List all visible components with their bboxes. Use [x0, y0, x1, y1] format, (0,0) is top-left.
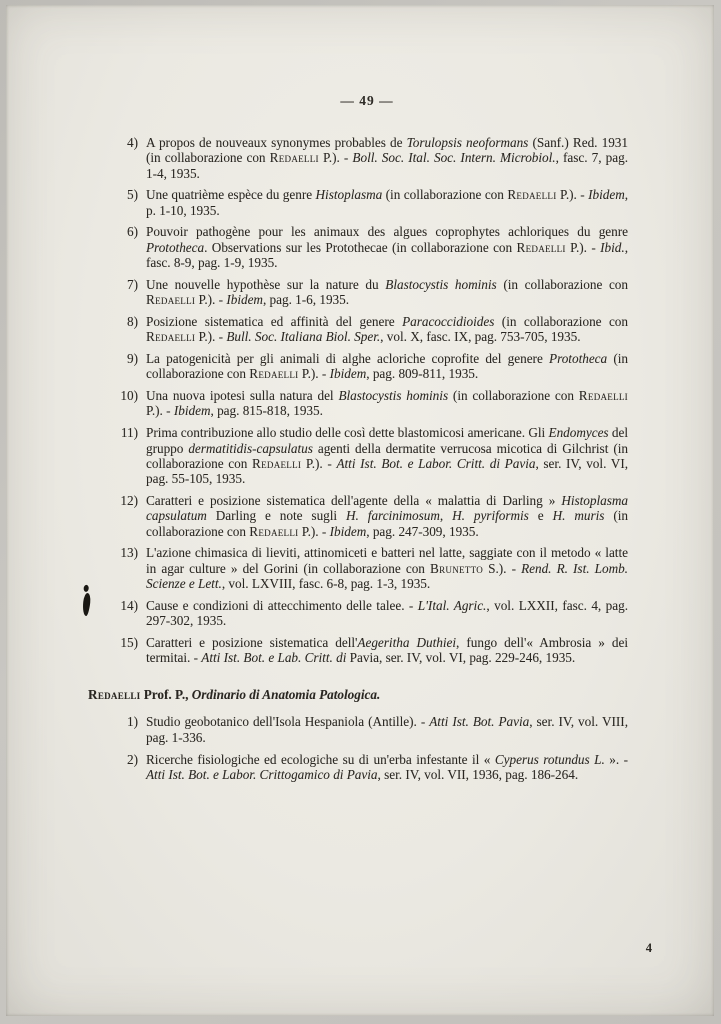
text-segment: P.). - [565, 239, 601, 255]
text-segment: Redaelli [507, 187, 557, 203]
text-segment: (in collaborazione con [496, 276, 628, 292]
text-segment: Redaelli [249, 523, 299, 539]
section-bibliography-list [106, 714, 628, 782]
text-segment: , ser. IV, vol. VI, pag. 55-105, 1935. [146, 455, 629, 487]
entry-number: 5) [127, 187, 138, 203]
text-segment: Redaelli [269, 150, 319, 166]
text-segment: Redaelli [578, 388, 628, 404]
text-segment: Redaelli [88, 687, 141, 703]
text-segment: H. muris [552, 508, 605, 524]
entry-number: 14) [120, 597, 138, 613]
text-segment: ». - [604, 751, 628, 767]
text-segment: . Observations sur les Protothecae (in collaborazione con [204, 239, 517, 255]
bibliography-entry [106, 425, 628, 486]
entry-number: 10) [120, 388, 138, 404]
text-segment: Une nouvelle hypothèse sur la nature du [146, 276, 386, 292]
entry-number: 11) [120, 425, 138, 441]
text-segment: (in collaborazione con [382, 187, 508, 203]
text-segment: Prof. P., [140, 687, 192, 703]
entry-number: 13) [120, 545, 138, 561]
text-segment: Redaelli [249, 366, 299, 382]
text-segment: P.). - [318, 150, 353, 166]
text-segment: Redaelli [252, 455, 302, 471]
text-segment: dermatitidis-capsulatus [188, 440, 313, 456]
bibliography-entry [106, 135, 628, 181]
text-segment: , vol. X, fasc. IX, pag. 753-705, 1935. [380, 329, 581, 345]
text-segment: Atti Ist. Bot. e Lab. Critt. di [201, 650, 347, 666]
entry-text [146, 493, 628, 539]
text-segment: del gruppo [146, 425, 628, 456]
text-segment: Posizione sistematica ed affinità del genere [146, 313, 403, 329]
text-segment: (Sanf.) Red. 1931 (in collaborazione con [146, 135, 628, 166]
text-segment: , [439, 508, 453, 524]
entry-text [146, 752, 628, 783]
text-segment: H. farcinimosum [346, 508, 440, 524]
entry-text [146, 714, 628, 745]
text-segment: Ibidem [173, 403, 211, 419]
text-segment: Histoplasma capsulatum [146, 492, 628, 524]
text-segment: Atti Ist. Bot. e Labor. Critt. di Pavia [336, 455, 536, 471]
text-segment: , vol. LXVIII, fasc. 6-8, pag. 1-3, 1935. [221, 575, 431, 591]
entry-number: 8) [127, 313, 138, 329]
page-content [6, 5, 714, 782]
text-segment: Una nuova ipotesi sulla natura del [146, 388, 339, 404]
text-segment: A propos de nouveaux synonymes probables de [146, 135, 407, 150]
text-segment: , p. 1-10, 1935. [146, 187, 629, 218]
text-segment: P.). - [298, 366, 330, 382]
text-segment: Ibidem [226, 292, 263, 308]
text-segment: P.). - [195, 292, 227, 308]
text-segment: Prototheca [146, 239, 205, 255]
bibliography-entry [106, 314, 628, 345]
text-segment: Prima contribuzione allo studio delle così dette blastomicosi americane. Gli [146, 425, 549, 441]
entry-number: 12) [120, 492, 138, 508]
text-segment: Une quatrième espèce du genre [146, 187, 316, 203]
text-segment: , fasc. 7, pag. 1-4, 1935. [146, 150, 628, 181]
bibliography-entry [106, 752, 628, 783]
text-segment: Ibidem [329, 366, 367, 382]
entry-text [146, 224, 628, 270]
text-segment: , pag. 815-818, 1935. [210, 403, 323, 419]
text-segment: Endomyces [548, 425, 609, 441]
entry-text [146, 277, 628, 308]
text-segment: , fasc. 8-9, pag. 1-9, 1935. [146, 239, 628, 271]
entry-text [146, 635, 628, 666]
text-segment: (in collaborazione con [494, 313, 628, 329]
text-segment: (in collaborazione con [448, 388, 579, 404]
bibliography-list [106, 135, 628, 665]
entry-text [146, 351, 628, 382]
text-segment: Redaelli [146, 329, 196, 345]
text-segment: Darling e note sugli [206, 508, 347, 524]
bibliography-entry [106, 598, 628, 629]
entry-text [146, 135, 628, 181]
text-segment: Pavia, ser. IV, vol. VI, pag. 229-246, 1935. [346, 650, 576, 666]
page-number-header: — 49 — [340, 93, 394, 108]
text-segment: e [528, 508, 553, 524]
bibliography-entry [106, 277, 628, 308]
text-segment: Paracoccidioides [402, 313, 495, 329]
text-segment: , pag. 247-309, 1935. [366, 523, 479, 539]
text-segment: Caratteri e posizione sistematica dell'agente della « malattia di Darling » [146, 492, 562, 508]
text-segment: S.). - [483, 560, 522, 576]
bibliography-entry [106, 635, 628, 666]
bibliography-entry [106, 224, 628, 270]
entry-text [146, 598, 628, 629]
text-segment: Atti Ist. Bot. e Labor. Crittogamico di Pavia [146, 766, 378, 782]
text-segment: , pag. 809-811, 1935. [366, 366, 479, 382]
text-segment: Blastocystis hominis [385, 276, 497, 292]
text-segment: L'azione chimasica di lieviti, attinomiceti e batteri nel latte, saggiate con il metodo « latte in agar culture » del Gorini (in collaborazione con [146, 545, 628, 576]
text-segment: Redaelli [146, 292, 196, 308]
entry-text [146, 314, 628, 345]
bibliography-entry [106, 545, 628, 591]
text-segment: (in collaborazione con [146, 351, 628, 382]
text-segment: Ibidem [329, 523, 367, 539]
entry-number: 6) [127, 224, 138, 240]
text-segment: agenti della dermatite verrucosa micotica di Gilchrist (in collaborazione con [146, 440, 628, 471]
text-segment: Bull. Soc. Italiana Biol. Sper. [226, 329, 381, 345]
text-segment: Aegeritha Duthiei [357, 634, 457, 650]
text-segment: Torulopsis neoformans [406, 135, 529, 150]
text-segment: P.). - [298, 523, 330, 539]
text-segment: Boll. Soc. Ital. Soc. Intern. Microbiol. [352, 150, 556, 166]
text-segment: Cyperus rotundus L. [494, 751, 605, 767]
text-segment: Pouvoir pathogène pour les animaux des algues coprophytes achloriques du genre [146, 224, 628, 240]
bibliography-entry [106, 187, 628, 218]
text-segment: H. pyriformis [452, 508, 529, 524]
entry-number: 9) [127, 351, 138, 367]
text-segment: P.). - [146, 403, 174, 419]
entry-number: 7) [127, 276, 138, 292]
text-segment: Ibidem [588, 187, 625, 203]
entry-number: 2) [127, 751, 138, 767]
text-segment: P.). - [301, 455, 337, 471]
entry-text [146, 425, 628, 486]
text-segment: , ser. IV, vol. VII, 1936, pag. 186-264. [377, 766, 579, 782]
bibliography-entry [106, 388, 628, 419]
text-segment: Histoplasma [315, 187, 383, 203]
entry-text [146, 388, 628, 419]
text-segment: , ser. IV, vol. VIII, pag. 1-336. [146, 714, 628, 745]
text-segment: Cause e condizioni di attecchimento delle talee. - [146, 597, 418, 613]
text-segment: Atti Ist. Bot. Pavia [429, 714, 530, 730]
text-segment: (in collaborazione con [146, 508, 628, 539]
text-segment: L'Ital. Agric. [417, 597, 487, 613]
text-segment: Brunetto [430, 560, 484, 576]
bibliography-entry [106, 714, 628, 745]
bibliography-entry [106, 493, 628, 539]
entry-text [146, 187, 628, 218]
text-segment: , pag. 1-6, 1935. [262, 292, 350, 308]
text-segment: Prototheca [549, 351, 608, 367]
document-page [6, 5, 714, 1016]
text-segment: Blastocystis hominis [338, 388, 449, 404]
text-segment: La patogenicità per gli animali di alghe acloriche coprofite del genere [146, 351, 550, 367]
entry-number: 15) [120, 634, 138, 650]
text-segment: Ricerche fisiologiche ed ecologiche su di un'erba infestante il « [146, 751, 495, 767]
entry-number: 1) [127, 714, 138, 730]
entry-text [146, 545, 628, 591]
text-segment: P.). - [556, 187, 589, 203]
text-segment: Caratteri e posizione sistematica dell' [146, 634, 358, 650]
text-segment: P.). - [195, 329, 227, 345]
page-number-footer: 4 [645, 941, 652, 955]
text-segment: , fungo dell'« Ambrosia » dei termitai. - [146, 634, 629, 666]
bibliography-entry [106, 351, 628, 382]
text-segment: Redaelli [516, 239, 566, 255]
section-heading [88, 687, 628, 703]
text-segment: Studio geobotanico dell'Isola Hespaniola (Antille). - [146, 714, 430, 730]
text-segment: Rend. R. Ist. Lomb. Scienze e Lett. [146, 560, 628, 591]
text-segment: , vol. LXXII, fasc. 4, pag. 297-302, 1935. [146, 597, 628, 629]
entry-number: 4) [127, 135, 138, 150]
text-segment: Ibid. [600, 239, 625, 255]
text-segment: Ordinario di Anatomia Patologica. [191, 687, 381, 703]
